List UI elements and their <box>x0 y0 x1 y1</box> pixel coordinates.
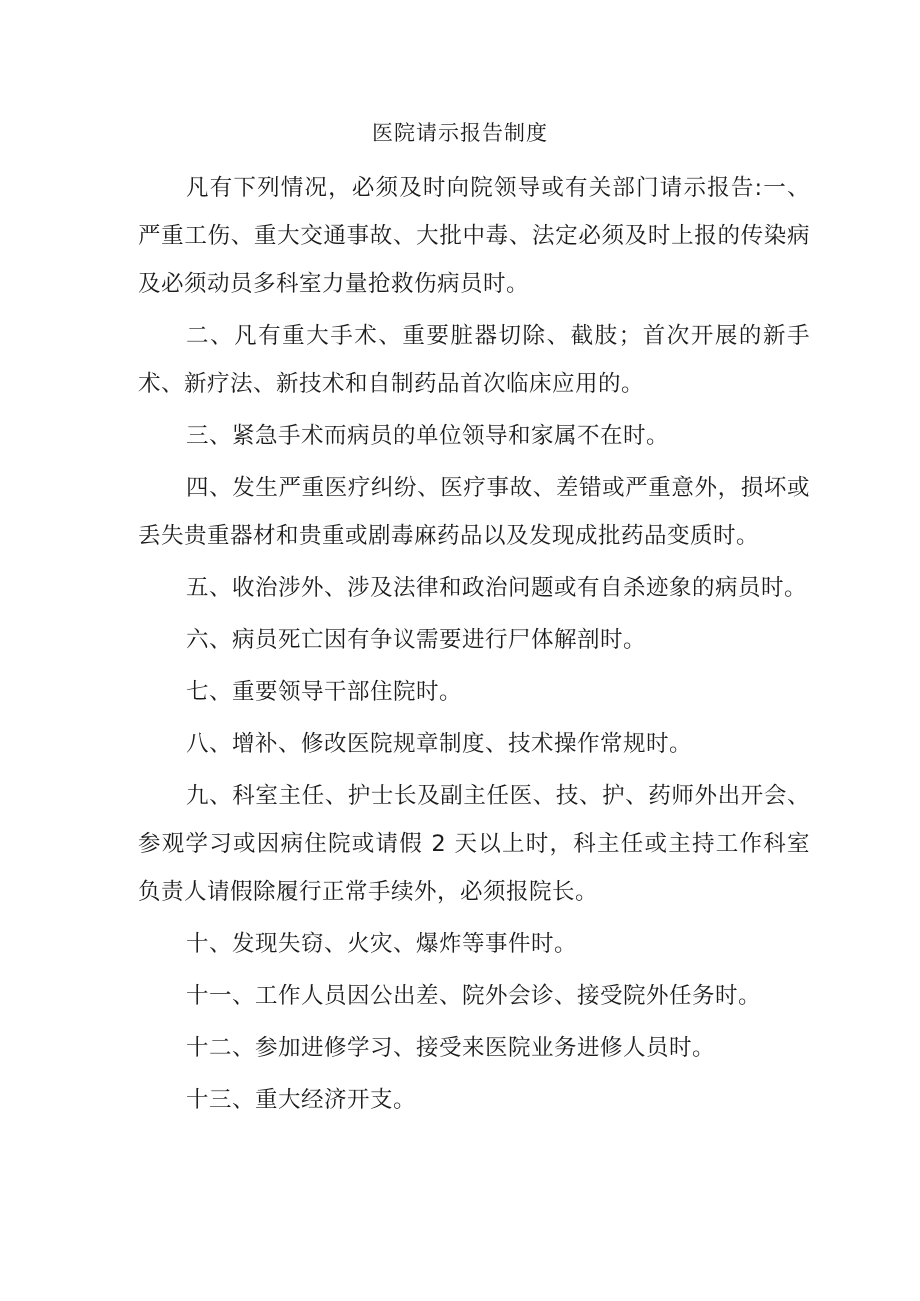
paragraph-item-12: 十二、参加进修学习、接受来医院业务进修人员时。 <box>186 1035 716 1061</box>
paragraph-item-2: 二、凡有重大手术、重要脏器切除、截肢；首次开展的新手术、新疗法、新技术和自制药品首次临床应用的。 <box>138 323 810 397</box>
document-title: 医院请示报告制度 <box>372 121 548 145</box>
paragraph-item-9: 九、科室主任、护士长及副主任医、技、护、药师外出开会、参观学习或因病住院或请假 2 天以上时，科主任或主持工作科室负责人请假除履行正常手续外，必须报院长。 <box>138 783 810 905</box>
paragraph-intro: 凡有下列情况，必须及时向院领导或有关部门请示报告:一、严重工伤、重大交通事故、大批中毒、法定必须及时上报的传染病及必须动员多科室力量抢救伤病员时。 <box>138 175 810 297</box>
paragraph-item-8: 八、增补、修改医院规章制度、技术操作常规时。 <box>186 731 693 757</box>
paragraph-item-6: 六、病员死亡因有争议需要进行尸体解剖时。 <box>186 627 647 653</box>
document-body <box>138 164 810 1128</box>
paragraph-item-3: 三、紧急手术而病员的单位领导和家属不在时。 <box>186 423 670 449</box>
paragraph-item-5: 五、收治涉外、涉及法律和政治问题或有自杀迹象的病员时。 <box>186 575 808 601</box>
paragraph-item-4: 四、发生严重医疗纠纷、医疗事故、差错或严重意外，损坏或丢失贵重器材和贵重或剧毒麻药品以及发现成批药品变质时。 <box>138 475 810 549</box>
paragraph-item-10: 十、发现失窃、火灾、爆炸等事件时。 <box>186 931 578 957</box>
paragraph-item-13: 十三、重大经济开支。 <box>186 1087 417 1113</box>
paragraph-item-11: 十一、工作人员因公出差、院外会诊、接受院外任务时。 <box>186 983 762 1009</box>
paragraph-item-7: 七、重要领导干部住院时。 <box>186 679 463 705</box>
